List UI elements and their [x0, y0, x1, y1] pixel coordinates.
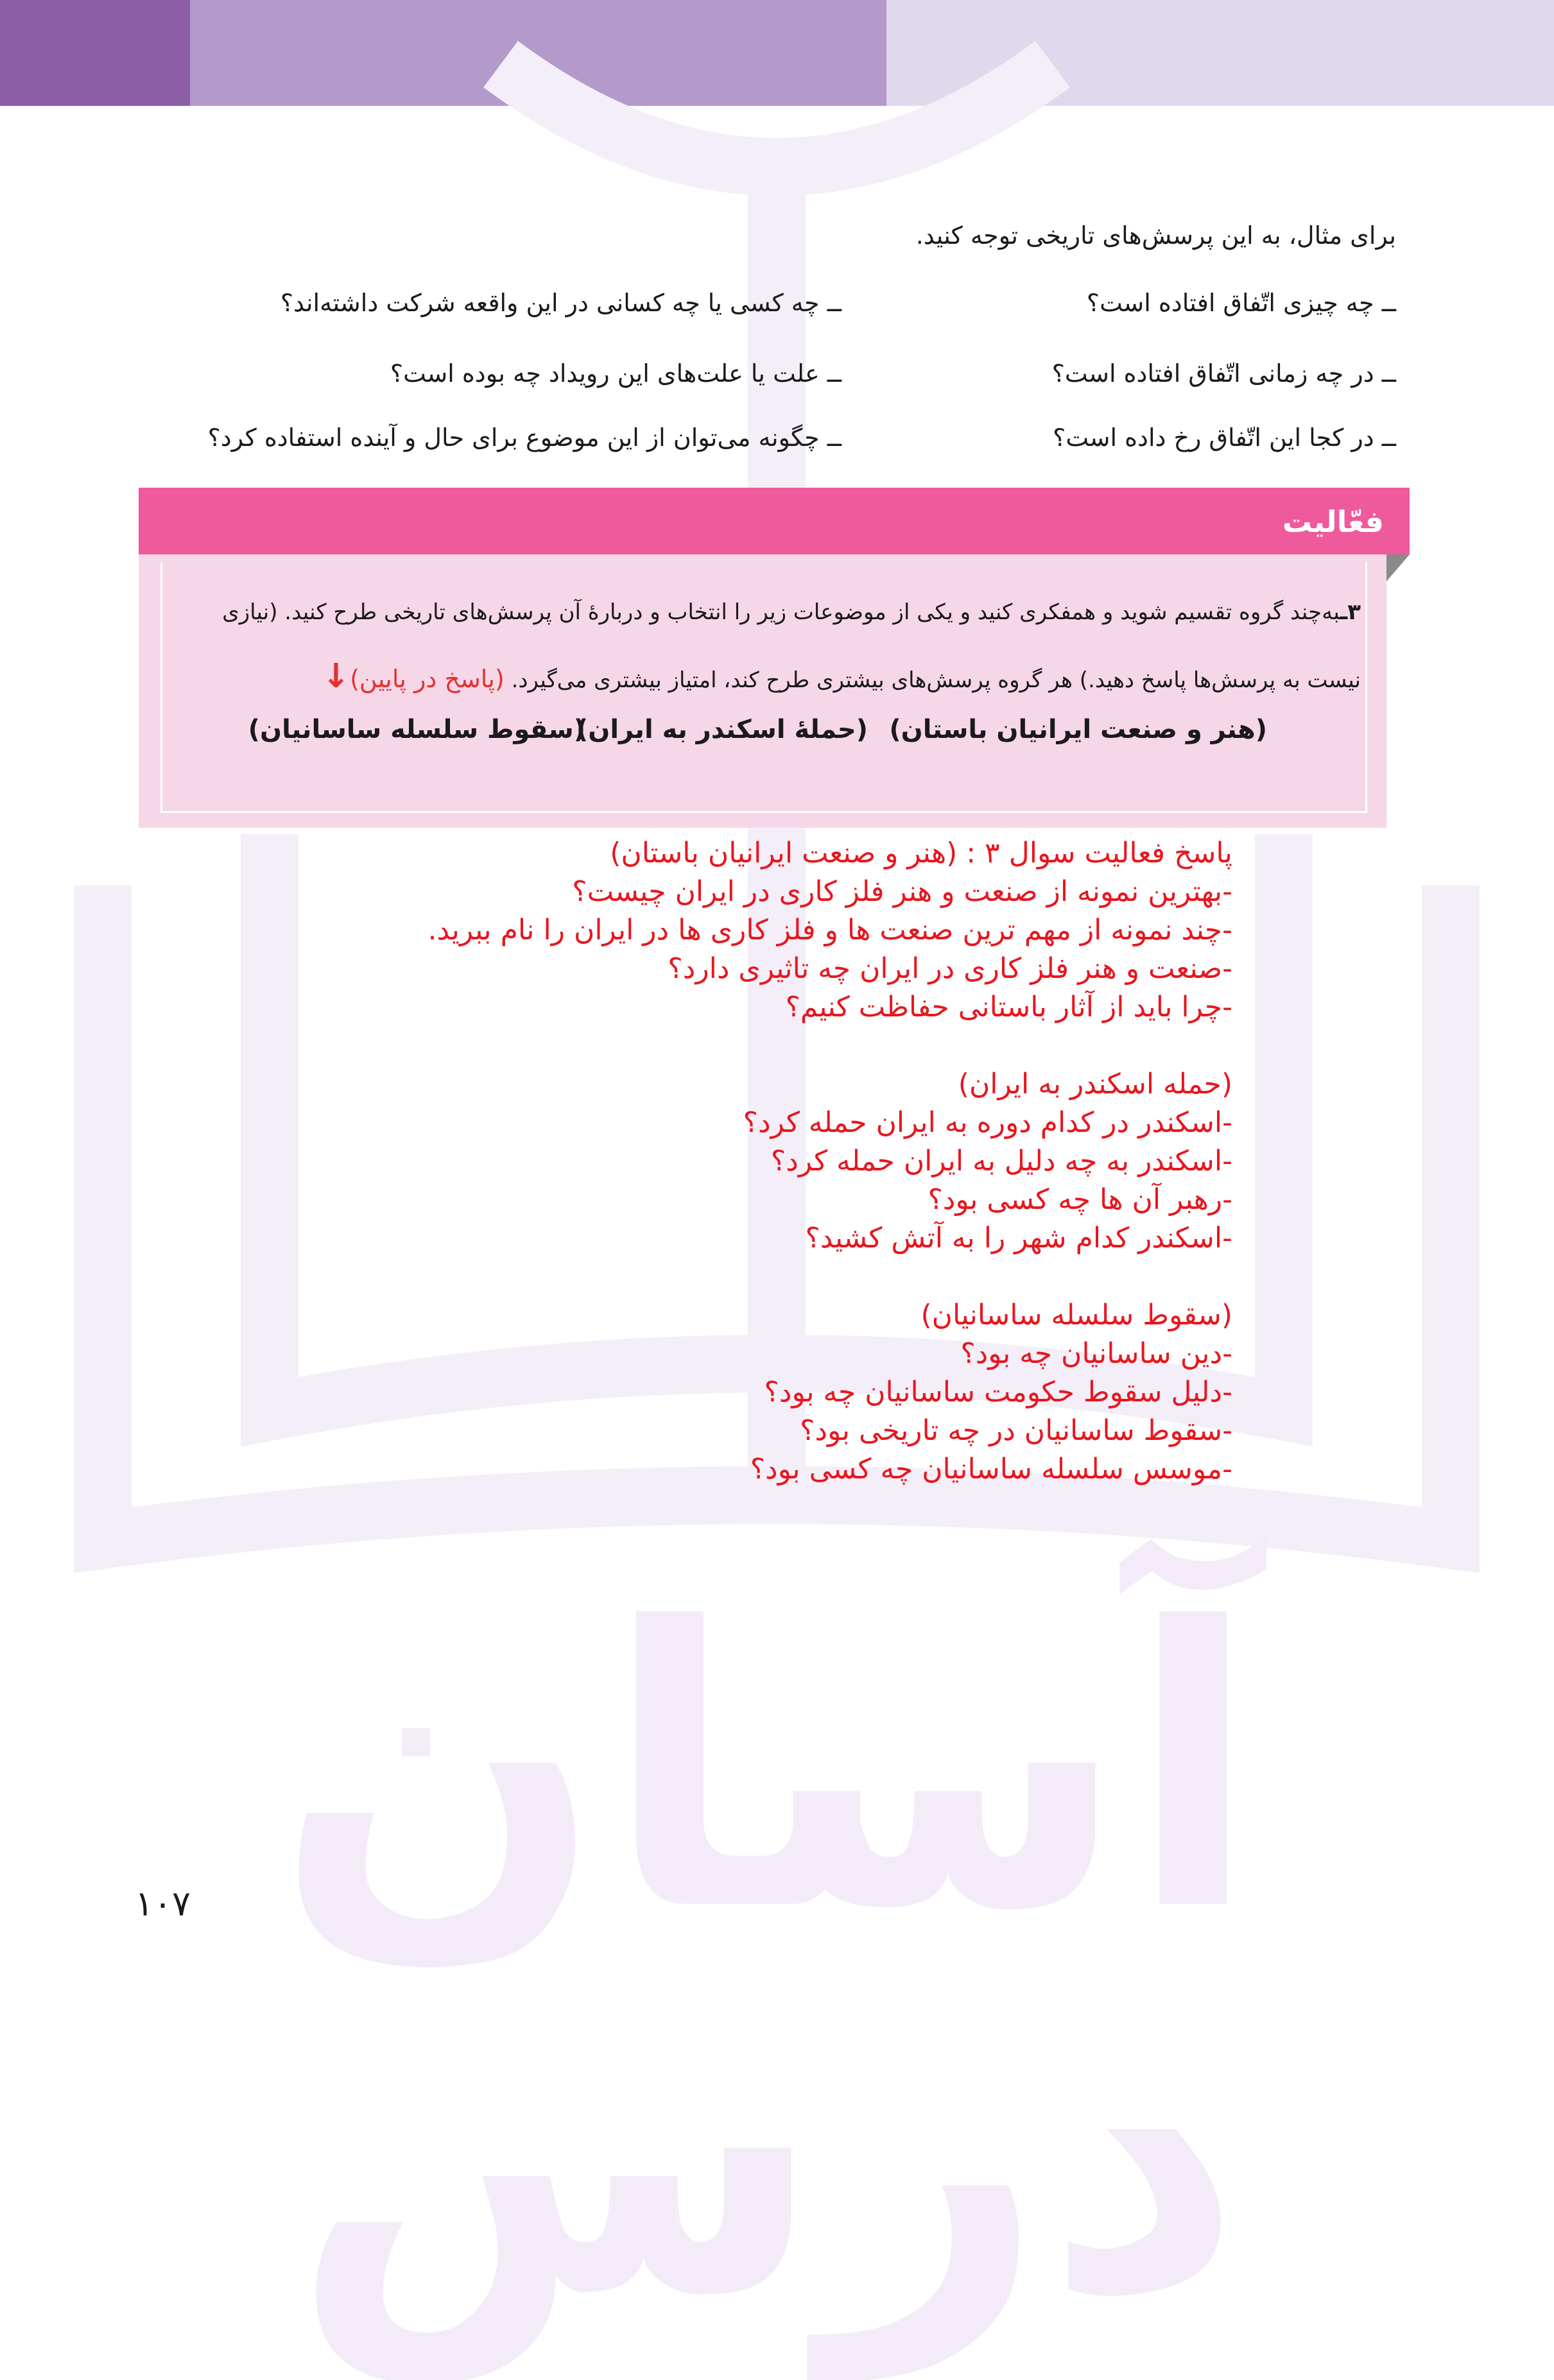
answer-line: -اسکندر در کدام دوره به ایران حمله کرد؟	[743, 1106, 1232, 1139]
spacer	[321, 1027, 1232, 1065]
question-what: ــ چه چیزی اتّفاق افتاده است؟	[1086, 289, 1396, 317]
intro-text: برای مثال، به این پرسش‌های تاریخی توجه کنید.	[915, 221, 1396, 250]
answer-line: (سقوط سلسله ساسانیان)	[920, 1299, 1232, 1331]
topic-sassanid: (سقوط سلسله ساسانیان)	[248, 715, 585, 744]
answer-line: (حمله اسکندر به ایران)	[958, 1068, 1232, 1100]
answer-line: -دین ساسانیان چه بود؟	[960, 1337, 1232, 1370]
topic-alexander: (حملهٔ اسکندر به ایران)	[576, 715, 868, 744]
header-fold	[1386, 554, 1410, 581]
spacer	[321, 1258, 1232, 1296]
header-band-dark	[0, 0, 190, 106]
answer-line: -اسکندر کدام شهر را به آتش کشید؟	[805, 1222, 1232, 1254]
task-text: به‌چند گروه تقسیم شوید و همفکری کنید و یکی از موضوعات زیر را انتخاب و دربارهٔ آن پرسش‌های تاریخی طرح کنید. (نیازی نیست به پرسش‌ها پاسخ دهید.) هر گروه پرسش‌های بیشتری طرح کند، امتیاز بیشتری می‌گیرد.	[222, 599, 1361, 693]
answer-line: پاسخ فعالیت سوال ۳ : (هنر و صنعت ایرانیان باستان)	[610, 837, 1232, 869]
answers-section	[321, 834, 1232, 1489]
activity-header	[139, 488, 1410, 554]
answer-line: -اسکندر به چه دلیل به ایران حمله کرد؟	[770, 1145, 1232, 1177]
answer-line: -موسس سلسله ساسانیان چه کسی بود؟	[750, 1453, 1232, 1485]
activity-title: فعّالیت	[1282, 504, 1384, 539]
answer-line: -سقوط ساسانیان در چه تاریخی بود؟	[800, 1414, 1232, 1447]
activity-box	[139, 554, 1386, 828]
header-band-light	[886, 0, 1554, 106]
answer-line: -چرا باید از آثار باستانی حفاظت کنیم؟	[785, 991, 1232, 1023]
watermark-text: آسان درس	[275, 1546, 1259, 2380]
question-who: ــ چه کسی یا چه کسانی در این واقعه شرکت داشته‌اند؟	[280, 289, 842, 317]
answer-line: -رهبر آن ها چه کسی بود؟	[928, 1183, 1232, 1216]
task-number: ۳ـ	[1340, 599, 1361, 625]
question-when: ــ در چه زمانی اتّفاق افتاده است؟	[1051, 359, 1396, 388]
answer-line: -صنعت و هنر فلز کاری در ایران چه تاثیری دارد؟	[668, 952, 1232, 985]
answer-line: -دلیل سقوط حکومت ساسانیان چه بود؟	[764, 1376, 1232, 1408]
page-number: ۱۰۷	[135, 1883, 191, 1924]
activity-task	[180, 580, 1361, 712]
answer-line: -بهترین نمونه از صنعت و هنر فلز کاری در ایران چیست؟	[572, 875, 1232, 908]
arrow-down-icon: ↓	[322, 657, 350, 696]
question-where: ــ در کجا این اتّفاق رخ داده است؟	[1053, 424, 1396, 452]
header-band-medium	[190, 0, 886, 106]
question-how: ــ چگونه می‌توان از این موضوع برای حال و آینده استفاده کرد؟	[207, 424, 842, 452]
answer-line: -چند نمونه از مهم ترین صنعت ها و فلز کاری ها در ایران را نام ببرید.	[427, 914, 1232, 946]
answer-hint: (پاسخ در پایین)	[350, 665, 505, 693]
question-why: ــ علت یا علت‌های این رویداد چه بوده است؟	[390, 359, 842, 388]
topic-art-industry: (هنر و صنعت ایرانیان باستان)	[889, 715, 1267, 744]
